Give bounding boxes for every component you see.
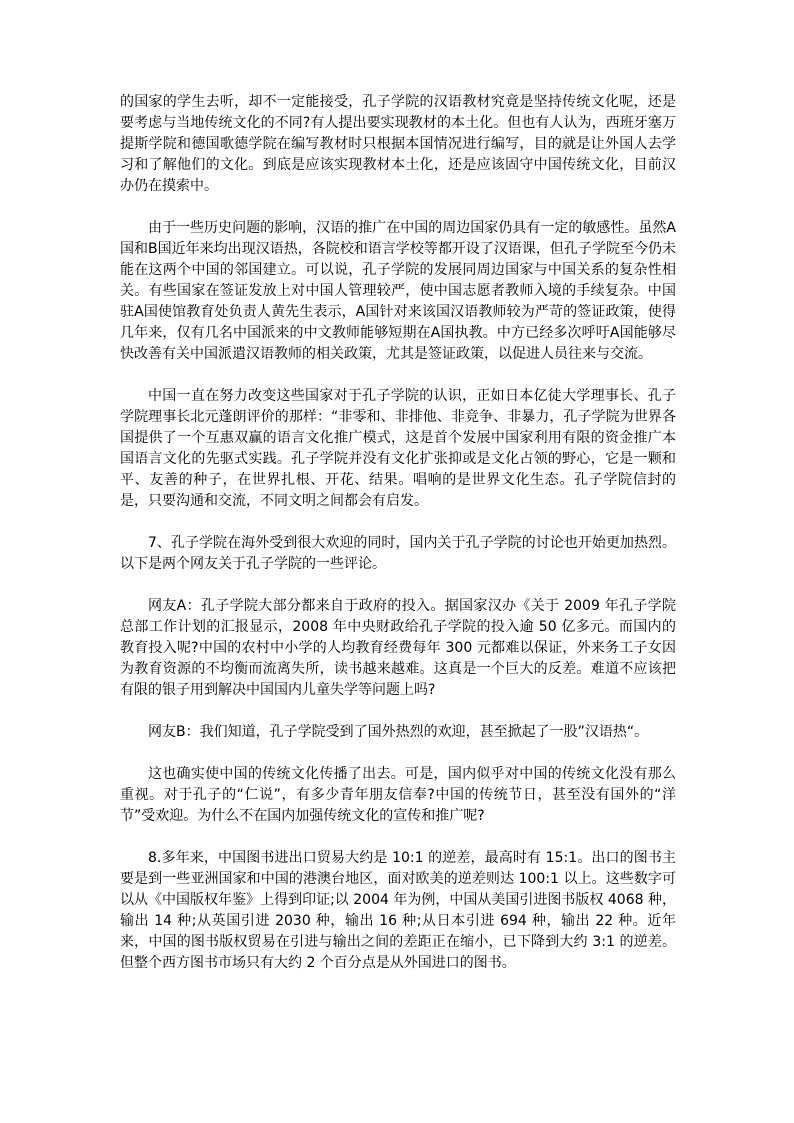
paragraph-netizen-b: 网友B：我们知道，孔子学院受到了国外热烈的欢迎，甚至掀起了一股”汉语热“。 <box>148 724 649 740</box>
paragraph-traditional-culture: 这也确实使中国的传统文化传播了出去。可是，国内似乎对中国的传统文化没有那么重视。对于孔子的“仁说”，有多少青年朋友信奉?中国的传统节日，甚至没有国外的“洋节”受欢迎。为什么不在国内加强传统文化的宣传和推广呢? <box>120 766 676 824</box>
document-page <box>120 92 676 995</box>
paragraph-netizen-a: 网友A：孔子学院大部分都来自于政府的投入。据国家汉办《关于 2009 年孔子学院总部工作计划的汇报显示，2008 年中央财政给孔子学院的投入逾 50 亿多元。而国内的教育投入呢?中国的农村中小学的人均教育经费每年 300 元都难以保证，外来务工子女因为教育资源的不均衡而流离失所，读书越来越难。这真是一个巨大的反差。难道不应该把有限的银子用到解决中国国内儿童失学等问题上吗? <box>120 598 676 698</box>
paragraph-domestic-discussion: 7、孔子学院在海外受到很大欢迎的同时，国内关于孔子学院的讨论也开始更加热烈。以下是两个网友关于孔子学院的一些评论。 <box>120 535 676 572</box>
paragraph-neighbor-sensitivity: 由于一些历史问题的影响，汉语的推广在中国的周边国家仍具有一定的敏感性。虽然A国和B国近年来均出现汉语热，各院校和语言学校等都开设了汉语课，但孔子学院至今仍未能在这两个中国的邻国建立。可以说，孔子学院的发展同周边国家与中国关系的复杂性相关。有些国家在签证发放上对中国人管理较严，使中国志愿者教师入境的手续复杂。中国驻A国使馆教育处负责人黄先生表示，A国针对来该国汉语教师较为严苛的签证政策，使得几年来，仅有几名中国派来的中文教师能够短期在A国执教。中方已经多次呼吁A国能够尽快改善有关中国派遣汉语教师的相关政策，尤其是签证政策，以促进人员往来与交流。 <box>120 220 676 362</box>
paragraph-book-trade: 8.多年来，中国图书进出口贸易大约是 10:1 的逆差，最高时有 15:1。出口的图书主要是到一些亚洲国家和中国的港澳台地区，面对欧美的逆差则达 100:1 以上。这些数字可以从《中国版权年鉴》上得到印证;以 2004 年为例，中国从美国引进图书版权 4068 种，输出 14 种;从英国引进 2030 种，输出 16 种;从日本引进 694 种，输出 22 种。近年来，中国的图书版权贸易在引进与输出之间的差距正在缩小，已下降到大约 3:1 的逆差。但整个西方图书市场只有大约 2 个百分点是从外国进口的图书。 <box>120 850 676 971</box>
paragraph-win-win-model: 中国一直在努力改变这些国家对于孔子学院的认识，正如日本亿徒大学理事长、孔子学院理事长北元蓬朗评价的那样：“非零和、非排他、非竞争、非暴力，孔子学院为世界各国提供了一个互惠双赢的语言文化推广模式，这是首个发展中国家利用有限的资金推广本国语言文化的先驱式实践。孔子学院并没有文化扩张抑或是文化占领的野心，它是一颗和平、友善的种子，在世界扎根、开花、结果。唱响的是世界文化生态。孔子学院信封的是，只要沟通和交流，不同文明之间都会有启发。 <box>120 388 676 509</box>
paragraph-textbook-localization: 的国家的学生去听，却不一定能接受，孔子学院的汉语教材究竟是坚持传统文化呢，还是要考虑与当地传统文化的不同?有人提出要实现教材的本土化。但也有人认为，西班牙塞万提斯学院和德国歌德学院在编写教材时只根据本国情况进行编写，目的就是让外国人去学习和了解他们的文化。到底是应该实现教材本土化，还是应该固守中国传统文化，目前汉办仍在摸索中。 <box>120 94 676 194</box>
